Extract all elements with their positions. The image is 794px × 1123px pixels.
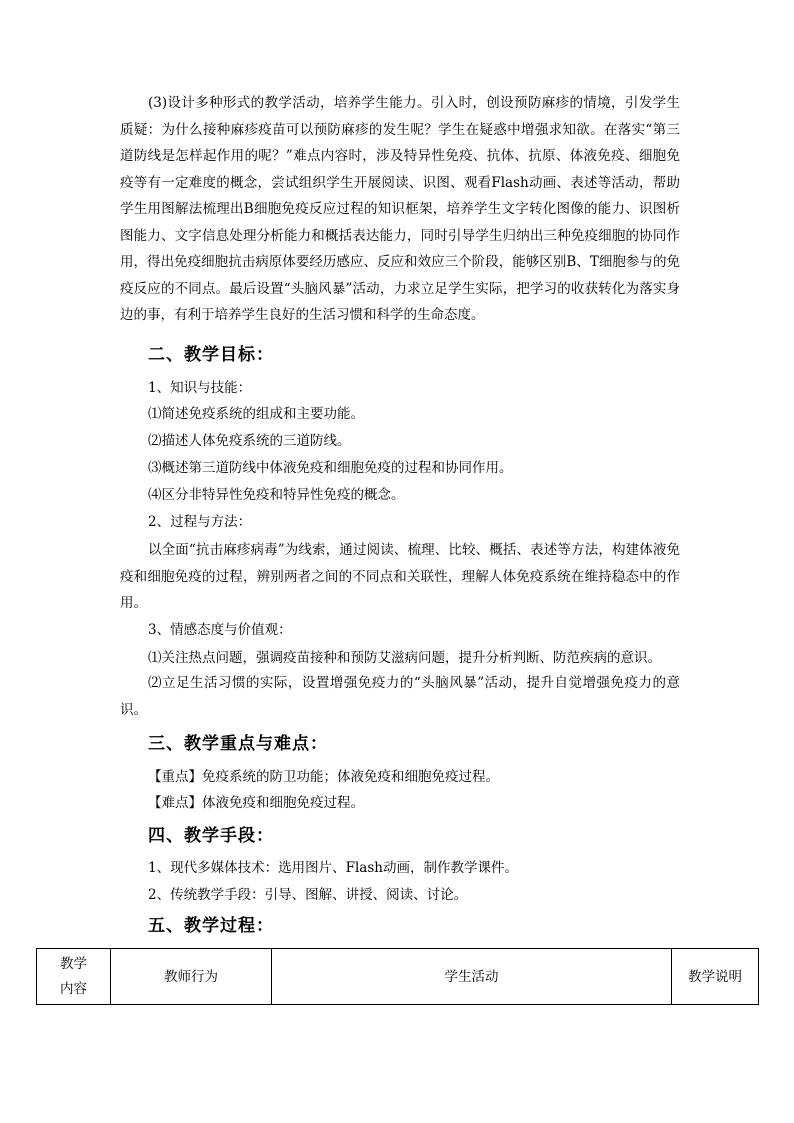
key-point: 【重点】免疫系统的防卫功能；体液免疫和细胞免疫过程。 [148, 769, 499, 785]
difficult-point: 【难点】体液免疫和细胞免疫过程。 [148, 795, 364, 811]
header-teaching-content: 教学内容 [37, 949, 111, 1005]
emotion-item-2: ⑵立足生活习惯的实际，设置增强免疫力的“头脑风暴”活动，提升自觉增强免疫力的意识。 [120, 675, 680, 718]
knowledge-skills-title: 1、知识与技能： [148, 380, 252, 396]
emotion-item-1: ⑴关注热点问题，强调疫苗接种和预防艾滋病问题，提升分析判断、防范疾病的意识。 [148, 650, 661, 666]
section-5-heading: 五、教学过程： [148, 916, 274, 936]
teaching-means-item-2: 2、传统教学手段：引导、图解、讲授、阅读、讨论。 [148, 887, 468, 903]
teaching-means-item-1: 1、现代多媒体技术：选用图片、Flash动画，制作教学课件。 [148, 860, 518, 876]
teaching-process-table [36, 948, 759, 1005]
header-student-activity: 学生活动 [272, 949, 672, 1005]
emotion-values-title: 3、情感态度与价值观： [148, 622, 292, 638]
process-methods-text: 以全面“抗击麻疹病毒”为线索，通过阅读、梳理、比较、概括、表述等方法，构建体液免疫和细胞免疫的过程，辨别两者之间的不同点和关联性，理解人体免疫系统在维持稳态中的作用。 [120, 542, 680, 611]
section-4-heading: 四、教学手段： [148, 826, 274, 846]
section-2-heading: 二、教学目标： [148, 345, 274, 365]
intro-paragraph-3: (3)设计多种形式的教学活动，培养学生能力。引入时，创设预防麻疹的情境，引发学生质疑：为什么接种麻疹疫苗可以预防麻疹的发生呢？学生在疑惑中增强求知欲。在落实“第三道防线是怎样起作用的呢？”难点内容时，涉及特异性免疫、抗体、抗原、体液免疫、细胞免疫等有一定难度的概念，尝试组织学生开展阅读、识图、观看Flash动画、表述等活动，帮助学生用图解法梳理出B细胞免疫反应过程的知识框架，培养学生文字转化图像的能力、识图析图能力、文字信息处理分析能力和概括表达能力，同时引导学生归纳出三种免疫细胞的协同作用，得出免疫细胞抗击病原体要经历感应、反应和效应三个阶段，能够区别B、T细胞参与的免疫反应的不同点。最后设置“头脑风暴”活动，力求立足学生实际，把学习的收获转化为落实身边的事，有利于培养学生良好的生活习惯和科学的生命态度。 [120, 95, 680, 323]
header-teaching-notes: 教学说明 [672, 949, 759, 1005]
knowledge-item-4: ⑷区分非特异性免疫和特异性免疫的概念。 [148, 487, 405, 503]
knowledge-item-3: ⑶概述第三道防线中体液免疫和细胞免疫的过程和协同作用。 [148, 460, 513, 476]
table-header-row [37, 949, 759, 1005]
knowledge-item-2: ⑵描述人体免疫系统的三道防线。 [148, 433, 351, 449]
section-3-heading: 三、教学重点与难点： [148, 734, 328, 754]
knowledge-item-1: ⑴简述免疫系统的组成和主要功能。 [148, 406, 364, 422]
process-methods-title: 2、过程与方法： [148, 514, 252, 530]
header-teacher-behavior: 教师行为 [111, 949, 272, 1005]
